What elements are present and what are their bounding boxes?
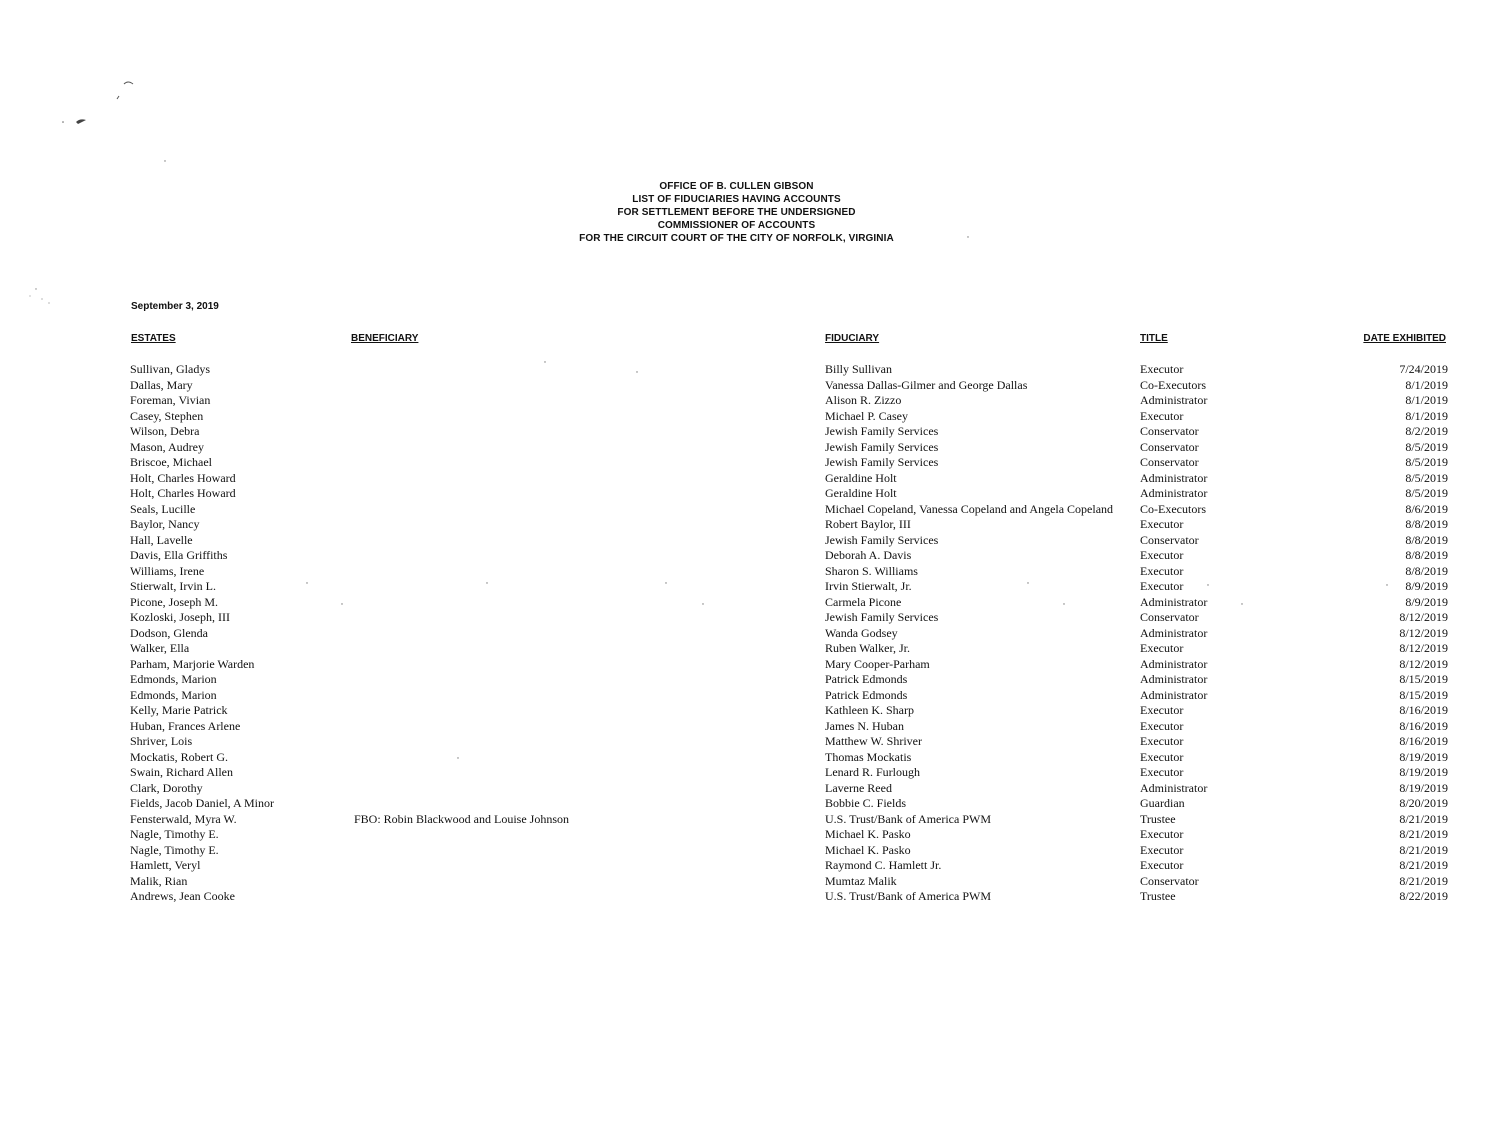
title-cell: Executor <box>1140 734 1184 748</box>
table-row <box>0 564 1493 580</box>
fiduciary-cell: Raymond C. Hamlett Jr. <box>825 858 942 872</box>
title-cell: Executor <box>1140 718 1184 733</box>
fiduciary-cell: Michael P. Casey <box>825 408 908 423</box>
date-exhibited-cell: 8/5/2019 <box>1405 470 1448 485</box>
title-cell: Executor <box>1140 579 1184 593</box>
fiduciary-cell: Matthew W. Shriver <box>825 734 922 748</box>
table-row <box>0 517 1493 533</box>
column-header-fiduciary: FIDUCIARY <box>825 333 880 344</box>
fiduciary-cell: Jewish Family Services <box>825 610 939 624</box>
date-exhibited-cell: 8/12/2019 <box>1399 625 1448 640</box>
title-cell: Conservator <box>1140 610 1199 624</box>
fiduciary-cell: Mary Cooper-Parham <box>825 656 930 671</box>
fiduciary-cell: Jewish Family Services <box>825 455 939 469</box>
estate-cell: Picone, Joseph M. <box>130 594 218 609</box>
title-cell: Administrator <box>1140 780 1208 795</box>
title-cell: Conservator <box>1140 455 1199 469</box>
estate-cell: Seals, Lucille <box>130 501 196 516</box>
title-cell: Executor <box>1140 362 1184 376</box>
title-cell: Executor <box>1140 842 1184 857</box>
table-row <box>0 486 1493 502</box>
estate-cell: Nagle, Timothy E. <box>130 827 219 841</box>
estate-cell: Baylor, Nancy <box>130 517 200 531</box>
estate-cell: Sullivan, Gladys <box>130 362 210 376</box>
title-cell: Executor <box>1140 517 1184 531</box>
document-date: September 3, 2019 <box>131 301 219 312</box>
table-row <box>0 765 1493 781</box>
date-exhibited-cell: 8/16/2019 <box>1399 734 1448 748</box>
title-cell: Administrator <box>1140 656 1208 671</box>
title-cell: Administrator <box>1140 625 1208 640</box>
fiduciary-cell: Robert Baylor, III <box>825 517 911 531</box>
fiduciary-cell: Patrick Edmonds <box>825 672 908 686</box>
fiduciary-cell: Geraldine Holt <box>825 486 897 500</box>
title-cell: Administrator <box>1140 486 1208 500</box>
date-exhibited-cell: 8/8/2019 <box>1405 517 1448 531</box>
estate-cell: Holt, Charles Howard <box>130 470 236 485</box>
estate-cell: Holt, Charles Howard <box>130 486 236 500</box>
table-row <box>0 703 1493 719</box>
table-row <box>0 595 1493 611</box>
table-row <box>0 610 1493 626</box>
table-row <box>0 409 1493 425</box>
table-row <box>0 843 1493 859</box>
date-exhibited-cell: 8/5/2019 <box>1405 486 1448 500</box>
estate-cell: Dodson, Glenda <box>130 625 208 640</box>
estate-cell: Foreman, Vivian <box>130 393 211 407</box>
header-line-settlement: FOR SETTLEMENT BEFORE THE UNDERSIGNED <box>617 207 856 218</box>
estate-cell: Williams, Irene <box>130 563 205 578</box>
column-header-estates: ESTATES <box>131 333 176 344</box>
column-header-date-exhibited: DATE EXHIBITED <box>1363 333 1446 344</box>
table-row <box>0 579 1493 595</box>
date-exhibited-cell: 8/21/2019 <box>1399 827 1448 841</box>
table-row <box>0 688 1493 704</box>
table-row <box>0 858 1493 874</box>
title-cell: Trustee <box>1140 811 1176 826</box>
date-exhibited-cell: 8/9/2019 <box>1405 579 1448 593</box>
fiduciary-cell: U.S. Trust/Bank of America PWM <box>825 811 992 826</box>
fiduciary-cell: Lenard R. Furlough <box>825 765 920 779</box>
fiduciary-cell: Patrick Edmonds <box>825 687 908 702</box>
fiduciary-cell: Irvin Stierwalt, Jr. <box>825 579 912 593</box>
header-line-commissioner: COMMISSIONER OF ACCOUNTS <box>657 220 816 231</box>
column-header-beneficiary: BENEFICIARY <box>351 333 419 344</box>
table-row <box>0 812 1493 828</box>
estate-cell: Hall, Lavelle <box>130 532 193 547</box>
table-row <box>0 889 1493 905</box>
table-row <box>0 362 1493 378</box>
table-row <box>0 455 1493 471</box>
table-row <box>0 641 1493 657</box>
title-cell: Conservator <box>1140 439 1199 454</box>
estate-cell: Fensterwald, Myra W. <box>130 811 237 826</box>
beneficiary-cell: FBO: Robin Blackwood and Louise Johnson <box>354 811 569 826</box>
title-cell: Conservator <box>1140 424 1199 438</box>
title-cell: Executor <box>1140 765 1184 779</box>
table-row <box>0 781 1493 797</box>
table-row <box>0 440 1493 456</box>
fiduciary-cell: Michael Copeland, Vanessa Copeland and Angela Copeland <box>825 501 1114 516</box>
date-exhibited-cell: 8/1/2019 <box>1405 393 1448 407</box>
date-exhibited-cell: 8/21/2019 <box>1399 811 1448 826</box>
table-row <box>0 750 1493 766</box>
date-exhibited-cell: 8/21/2019 <box>1399 858 1448 872</box>
title-cell: Executor <box>1140 408 1184 423</box>
date-exhibited-cell: 8/22/2019 <box>1399 889 1448 903</box>
header-line-office: OFFICE OF B. CULLEN GIBSON <box>659 181 814 192</box>
estate-cell: Edmonds, Marion <box>130 687 217 702</box>
date-exhibited-cell: 8/19/2019 <box>1399 780 1448 795</box>
date-exhibited-cell: 8/12/2019 <box>1399 641 1448 655</box>
date-exhibited-cell: 8/9/2019 <box>1405 594 1448 609</box>
title-cell: Executor <box>1140 703 1184 717</box>
estate-cell: Kozloski, Joseph, III <box>130 610 230 624</box>
title-cell: Conservator <box>1140 873 1199 888</box>
title-cell: Administrator <box>1140 470 1208 485</box>
date-exhibited-cell: 8/15/2019 <box>1399 672 1448 686</box>
estate-cell: Hamlett, Veryl <box>130 858 201 872</box>
fiduciary-cell: Kathleen K. Sharp <box>825 703 914 717</box>
estate-cell: Walker, Ella <box>130 641 190 655</box>
date-exhibited-cell: 8/8/2019 <box>1405 532 1448 547</box>
title-cell: Co-Executors <box>1140 501 1206 516</box>
date-exhibited-cell: 8/8/2019 <box>1405 563 1448 578</box>
estate-cell: Briscoe, Michael <box>130 455 212 469</box>
fiduciary-cell: Mumtaz Malik <box>825 873 897 888</box>
date-exhibited-cell: 8/19/2019 <box>1399 765 1448 779</box>
estate-cell: Davis, Ella Griffiths <box>130 548 228 562</box>
fiduciary-cell: Alison R. Zizzo <box>825 393 902 407</box>
estate-cell: Malik, Rian <box>130 873 188 888</box>
date-exhibited-cell: 8/12/2019 <box>1399 610 1448 624</box>
table-row <box>0 471 1493 487</box>
title-cell: Executor <box>1140 827 1184 841</box>
header-line-court: FOR THE CIRCUIT COURT OF THE CITY OF NORFOLK, VIRGINIA <box>579 233 894 244</box>
date-exhibited-cell: 8/16/2019 <box>1399 718 1448 733</box>
date-exhibited-cell: 8/5/2019 <box>1405 439 1448 454</box>
estate-cell: Dallas, Mary <box>130 377 193 392</box>
estate-cell: Swain, Richard Allen <box>130 765 233 779</box>
title-cell: Conservator <box>1140 532 1199 547</box>
table-row <box>0 734 1493 750</box>
estate-cell: Edmonds, Marion <box>130 672 217 686</box>
table-row <box>0 719 1493 735</box>
date-exhibited-cell: 8/8/2019 <box>1405 548 1448 562</box>
table-row <box>0 548 1493 564</box>
fiduciary-cell: Thomas Mockatis <box>825 749 912 764</box>
date-exhibited-cell: 8/6/2019 <box>1405 501 1448 516</box>
date-exhibited-cell: 8/19/2019 <box>1399 749 1448 764</box>
table-row <box>0 827 1493 843</box>
table-row <box>0 874 1493 890</box>
title-cell: Executor <box>1140 858 1184 872</box>
header-line-list: LIST OF FIDUCIARIES HAVING ACCOUNTS <box>632 194 841 205</box>
fiduciary-cell: Laverne Reed <box>825 780 892 795</box>
date-exhibited-cell: 8/15/2019 <box>1399 687 1448 702</box>
estate-cell: Fields, Jacob Daniel, A Minor <box>130 796 274 810</box>
estate-cell: Mason, Audrey <box>130 439 204 454</box>
fiduciary-cell: Wanda Godsey <box>825 625 898 640</box>
fiduciary-cell: Sharon S. Williams <box>825 563 918 578</box>
fiduciary-cell: Jewish Family Services <box>825 439 939 454</box>
estate-cell: Stierwalt, Irvin L. <box>130 579 216 593</box>
title-cell: Administrator <box>1140 687 1208 702</box>
document-header <box>0 180 1493 245</box>
title-cell: Administrator <box>1140 594 1208 609</box>
estate-cell: Shriver, Lois <box>130 734 193 748</box>
title-cell: Executor <box>1140 749 1184 764</box>
title-cell: Executor <box>1140 548 1184 562</box>
fiduciary-cell: Geraldine Holt <box>825 470 897 485</box>
fiduciary-cell: Jewish Family Services <box>825 424 939 438</box>
table-row <box>0 424 1493 440</box>
date-exhibited-cell: 8/20/2019 <box>1399 796 1448 810</box>
estate-cell: Clark, Dorothy <box>130 780 203 795</box>
table-row <box>0 378 1493 394</box>
estate-cell: Huban, Frances Arlene <box>130 718 241 733</box>
table-row <box>0 533 1493 549</box>
column-header-title: TITLE <box>1140 333 1168 344</box>
date-exhibited-cell: 8/1/2019 <box>1405 377 1448 392</box>
table-row <box>0 796 1493 812</box>
table-row <box>0 502 1493 518</box>
fiduciary-cell: Michael K. Pasko <box>825 842 911 857</box>
fiduciary-cell: Deborah A. Davis <box>825 548 912 562</box>
fiduciary-cell: Bobbie C. Fields <box>825 796 907 810</box>
title-cell: Administrator <box>1140 393 1208 407</box>
title-cell: Executor <box>1140 563 1184 578</box>
fiduciary-cell: Jewish Family Services <box>825 532 939 547</box>
estate-cell: Kelly, Marie Patrick <box>130 703 228 717</box>
fiduciary-cell: Carmela Picone <box>825 594 902 609</box>
title-cell: Co-Executors <box>1140 377 1206 392</box>
fiduciary-cell: U.S. Trust/Bank of America PWM <box>825 889 992 903</box>
estate-cell: Casey, Stephen <box>130 408 204 423</box>
date-exhibited-cell: 8/16/2019 <box>1399 703 1448 717</box>
fiduciary-cell: Ruben Walker, Jr. <box>825 641 910 655</box>
table-row <box>0 657 1493 673</box>
date-exhibited-cell: 8/21/2019 <box>1399 842 1448 857</box>
fiduciary-cell: Vanessa Dallas-Gilmer and George Dallas <box>825 377 1028 392</box>
estate-cell: Wilson, Debra <box>130 424 200 438</box>
table-row <box>0 626 1493 642</box>
date-exhibited-cell: 8/5/2019 <box>1405 455 1448 469</box>
estate-cell: Andrews, Jean Cooke <box>130 889 235 903</box>
fiduciary-cell: Michael K. Pasko <box>825 827 911 841</box>
date-exhibited-cell: 7/24/2019 <box>1399 362 1448 376</box>
date-exhibited-cell: 8/12/2019 <box>1399 656 1448 671</box>
table-row <box>0 672 1493 688</box>
title-cell: Executor <box>1140 641 1184 655</box>
table-row <box>0 393 1493 409</box>
fiduciary-cell: Billy Sullivan <box>825 362 893 376</box>
title-cell: Trustee <box>1140 889 1176 903</box>
estate-cell: Parham, Marjorie Warden <box>130 656 255 671</box>
title-cell: Guardian <box>1140 796 1185 810</box>
estate-cell: Nagle, Timothy E. <box>130 842 219 857</box>
fiduciary-cell: James N. Huban <box>825 718 904 733</box>
fiduciary-table <box>0 362 1493 905</box>
date-exhibited-cell: 8/2/2019 <box>1405 424 1448 438</box>
date-exhibited-cell: 8/21/2019 <box>1399 873 1448 888</box>
title-cell: Administrator <box>1140 672 1208 686</box>
estate-cell: Mockatis, Robert G. <box>130 749 228 764</box>
date-exhibited-cell: 8/1/2019 <box>1405 408 1448 423</box>
